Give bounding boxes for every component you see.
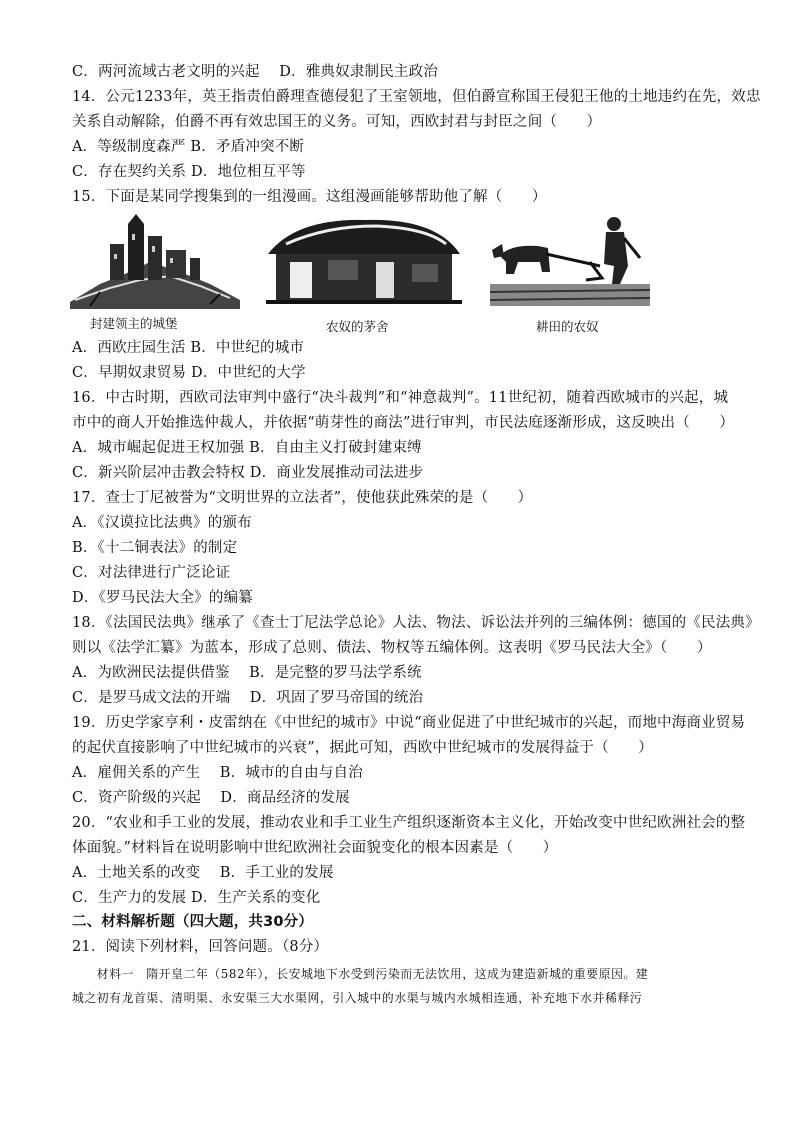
q15-cartoon-figure (70, 214, 650, 338)
q19-stem-line1: 19．历史学家亨利・皮雷纳在《中世纪的城市》中说“商业促进了中世纪城市的兴起，而地中海商业贸易 (72, 715, 746, 731)
q15-options-ab: A．西欧庄园生活 B．中世纪的城市 (72, 340, 305, 356)
q14-options-cd: C．存在契约关系 D．地位相互平等 (72, 164, 306, 180)
castle-image (70, 214, 240, 309)
q20-options-ab: A．土地关系的改变 B．手工业的发展 (72, 865, 334, 881)
q18-options-ab: A．为欧洲民法提供借鉴 B．是完整的罗马法学系统 (72, 665, 422, 681)
q17-option-c: C．对法律进行广泛论证 (72, 565, 231, 581)
hut-cartoon (266, 214, 462, 313)
q19-options-ab: A．雇佣关系的产生 B．城市的自由与自治 (72, 765, 363, 781)
plowing-cartoon (490, 214, 650, 313)
q18-options-cd: C．是罗马成文法的开端 D．巩固了罗马帝国的统治 (72, 690, 424, 706)
q16-options-ab: A．城市崛起促进王权加强 B．自由主义打破封建束缚 (72, 440, 422, 456)
q20-stem-line2: 体面貌。”材料旨在说明影响中世纪欧洲社会面貌变化的根本因素是（ ） (72, 840, 558, 856)
q19-stem-line2: 的起伏直接影响了中世纪城市的兴衰”，据此可知，西欧中世纪城市的发展得益于（ ） (72, 740, 653, 756)
q21-stem: 21．阅读下列材料，回答问题。（8分） (72, 939, 329, 955)
caption-castle: 封建领主的城堡 (90, 316, 178, 331)
q21-material-line2: 城之初有龙首渠、清明渠、永安渠三大水渠网，引入城中的水渠与城内水城相连通，补充地下水并稀释污 (72, 991, 643, 1005)
q17-option-b: B．《十二铜表法》的制定 (72, 540, 238, 556)
castle-cartoon (70, 214, 240, 313)
q17-option-a: A．《汉谟拉比法典》的颁布 (72, 515, 252, 531)
q16-stem-line1: 16．中古时期，西欧司法审判中盛行“决斗裁判”和“神意裁判”。11世纪初，随着西欧城市的兴起，城 (72, 390, 729, 406)
q19-options-cd: C．资产阶级的兴起 D．商品经济的发展 (72, 790, 350, 806)
q20-stem-line1: 20．“农业和手工业的发展，推动农业和手工业生产组织逐渐资本主义化，开始改变中世纪欧洲社会的整 (72, 815, 746, 831)
hut-image (266, 214, 462, 309)
q14-stem-line2: 关系自动解除，伯爵不再有效忠国王的义务。可知，西欧封君与封臣之间（ ） (72, 114, 602, 130)
q14-options-ab: A．等级制度森严 B．矛盾冲突不断 (72, 139, 305, 155)
q16-stem-line2: 市中的商人开始推选仲裁人，并依据“萌芽性的商法”进行审判，市民法庭逐渐形成，这反映出（ ） (72, 415, 735, 431)
section-two-heading: 二、材料解析题（四大题，共30分） (72, 914, 314, 930)
q18-stem-line2: 则以《法学汇纂》为蓝本，形成了总则、债法、物权等五编体例。这表明《罗马民法大全》（ ） (72, 640, 712, 656)
q16-options-cd: C．新兴阶层冲击教会特权 D．商业发展推动司法进步 (72, 465, 424, 481)
q14-stem-line1: 14．公元1233年，英王指责伯爵理查德侵犯了王室领地，但伯爵宣称国王侵犯王他的土地违约在先，效忠 (72, 89, 761, 105)
q17-option-d: D．《罗马民法大全》的编纂 (72, 590, 253, 606)
q17-stem: 17．查士丁尼被誉为“文明世界的立法者”，使他获此殊荣的是（ ） (72, 490, 533, 506)
q13-options-cd: C．两河流域古老文明的兴起 D．雅典奴隶制民主政治 (72, 64, 439, 80)
q18-stem-line1: 18．《法国民法典》继承了《查士丁尼法学总论》人法、物法、诉讼法并列的三编体例：德国的《民法典》 (72, 615, 760, 631)
caption-plowing: 耕田的农奴 (536, 319, 599, 334)
q15-stem: 15．下面是某同学搜集到的一组漫画。这组漫画能够帮助他了解（ ） (72, 189, 547, 205)
plowing-image (490, 214, 650, 309)
q15-options-cd: C．早期奴隶贸易 D．中世纪的大学 (72, 365, 306, 381)
q20-options-cd: C．生产力的发展 D．生产关系的变化 (72, 890, 321, 906)
q21-material-line1: 材料一 隋开皇二年（582年），长安城地下水受到污染而无法饮用，这成为建造新城的重要原因。建 (72, 967, 649, 981)
caption-hut: 农奴的茅舍 (326, 319, 389, 334)
